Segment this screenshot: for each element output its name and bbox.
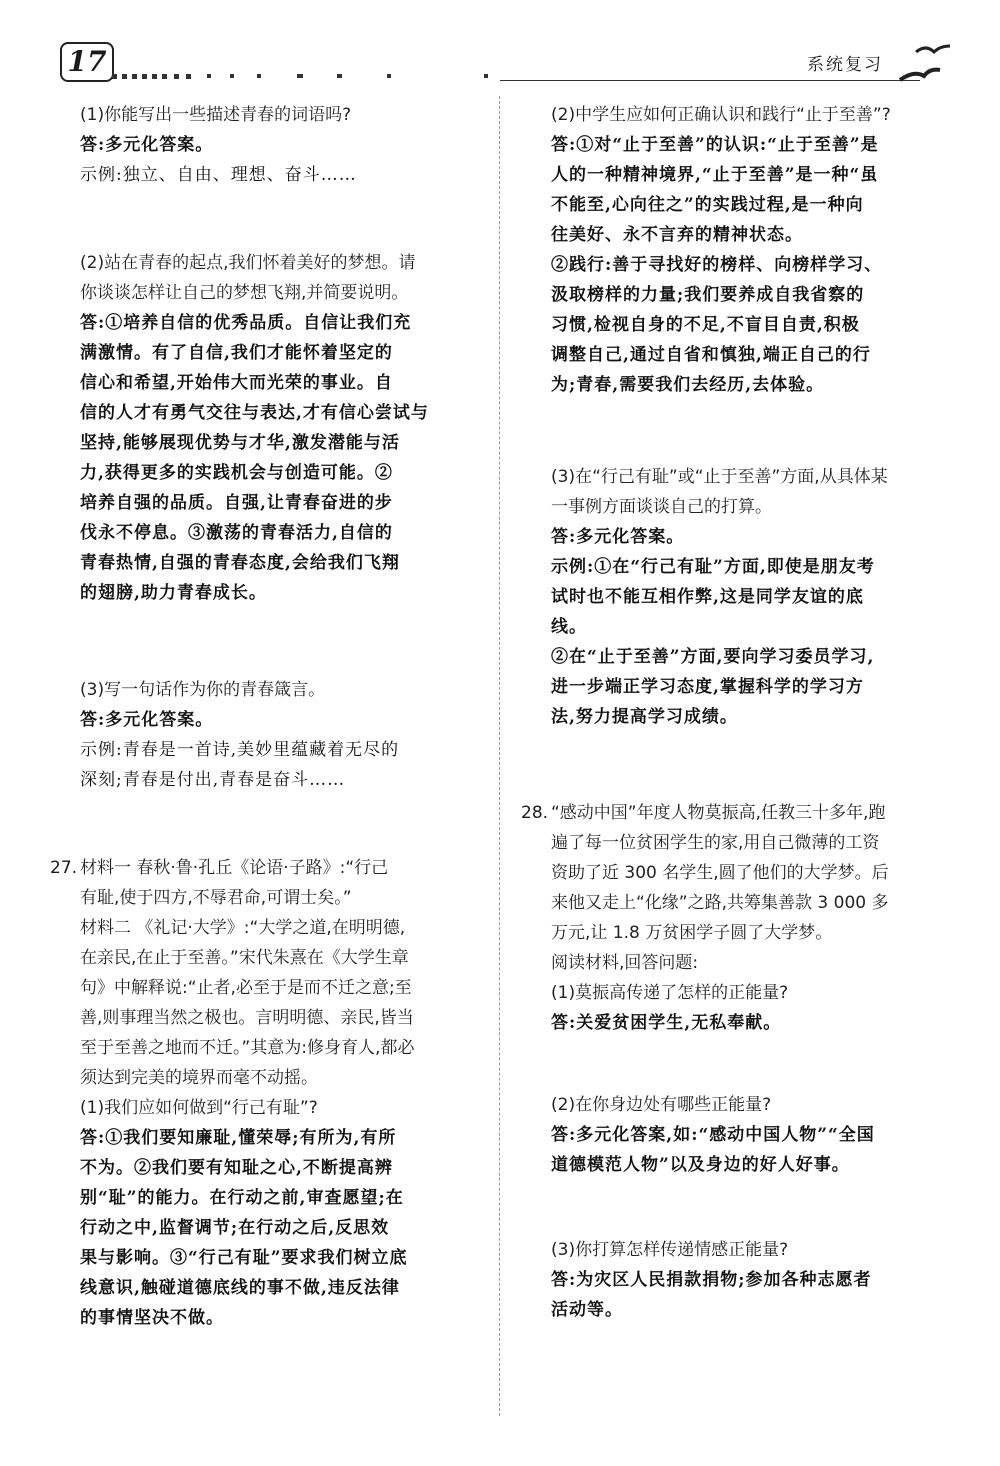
answer-line: 答:多元化答案,如:“感动中国人物”“全国 — [551, 1125, 875, 1145]
answer-line: ②践行:善于寻找好的榜样、向榜样学习、 — [551, 255, 883, 275]
question-q2 — [80, 248, 415, 308]
answer-line: 别“耻”的能力。在行动之前,审查愿望;在 — [80, 1188, 404, 1208]
answer-line: 培养自强的品质。自强,让青春奋进的步 — [80, 493, 393, 513]
answer-line: 汲取榜样的力量;我们要养成自我省察的 — [551, 285, 865, 305]
answer-q1: 答:多元化答案。 — [80, 135, 214, 155]
header-rule — [500, 80, 920, 81]
example-q3 — [80, 735, 399, 795]
answer-q3: 答:多元化答案。 — [80, 710, 214, 730]
answer-q27-2 — [551, 130, 882, 400]
material-line: 材料一 春秋·鲁·孔丘《论语·子路》:“行己 — [80, 858, 389, 878]
answer-line: 答:①对“止于至善”的认识:“止于至善”是 — [551, 135, 879, 155]
material-line: 善,则事理当然之极也。言明明德、亲民,皆当 — [80, 1008, 414, 1028]
answer-line: 信心和希望,开始伟大而光荣的事业。自 — [80, 373, 393, 393]
example-q27-3 — [551, 552, 875, 732]
answer-line: 答:为灾区人民捐款捐物;参加各种志愿者 — [551, 1270, 872, 1290]
answer-line: 果与影响。③“行己有耻”要求我们树立底 — [80, 1248, 408, 1268]
answer-line: 人的一种精神境界,“止于至善”是一种“虽 — [551, 165, 879, 185]
material-line: 至于至善之地而不迁。”其意为:修身育人,都必 — [80, 1038, 415, 1058]
birds-icon — [896, 40, 956, 84]
question-q27-2: (2)中学生应如何正确认识和践行“止于至善”? — [551, 105, 891, 125]
answer-line: 线意识,触碰道德底线的事不做,违反法律 — [80, 1278, 400, 1298]
material-line: 句》中解释说:“止者,必至于是而不迁之意;至 — [80, 978, 412, 998]
answer-line: 调整自己,通过自省和慎独,端正自己的行 — [551, 345, 871, 365]
page-number: 17 — [60, 42, 114, 82]
answer-line: 行动之中,监督调节;在行动之后,反思效 — [80, 1218, 390, 1238]
answer-line: 活动等。 — [551, 1300, 623, 1320]
question-number-28: 28. — [521, 803, 549, 823]
answer-q28-1: 答:关爱贫困学生,无私奉献。 — [551, 1013, 782, 1033]
answer-line: 往美好、永不言弃的精神状态。 — [551, 225, 803, 245]
answer-q28-3 — [551, 1265, 872, 1325]
answer-line: 为;青春,需要我们去经历,去体验。 — [551, 375, 825, 395]
answer-line: 的翅膀,助力青春成长。 — [80, 583, 267, 603]
question-q28-2: (2)在你身边处有哪些正能量? — [551, 1095, 772, 1115]
answer-line: 信的人才有勇气交往与表达,才有信心尝试与 — [80, 403, 429, 423]
question-q1: (1)你能写出一些描述青春的词语吗? — [80, 105, 352, 125]
material-q27 — [80, 853, 414, 1093]
answer-line: 力,获得更多的实践机会与创造可能。② — [80, 463, 393, 483]
question-line: (3)在“行己有耻”或“止于至善”方面,从具体某 — [551, 467, 888, 487]
answer-line: 道德模范人物”以及身边的好人好事。 — [551, 1155, 850, 1175]
column-divider — [499, 96, 500, 1416]
answer-line: 答:①我们要知廉耻,懂荣辱;有所为,有所 — [80, 1128, 397, 1148]
material-line: 遍了每一位贫困学生的家,用自己微薄的工资 — [551, 833, 880, 853]
answer-q27-3: 答:多元化答案。 — [551, 527, 685, 547]
example-line: 线。 — [551, 617, 587, 637]
example-line: 示例:①在“行己有耻”方面,即使是朋友考 — [551, 557, 875, 577]
section-title: 系统复习 — [807, 55, 883, 75]
answer-line: 不能至,心向往之”的实践过程,是一种向 — [551, 195, 864, 215]
example-line: 试时也不能互相作弊,这是同学友谊的底 — [551, 587, 864, 607]
answer-line: 的事情坚决不做。 — [80, 1308, 224, 1328]
question-line: 你谈谈怎样让自己的梦想飞翔,并简要说明。 — [80, 283, 409, 303]
decorative-dots — [112, 72, 532, 82]
question-q28-3: (3)你打算怎样传递情感正能量? — [551, 1240, 789, 1260]
question-q27-3 — [551, 462, 888, 522]
answer-line: 答:①培养自信的优秀品质。自信让我们充 — [80, 313, 412, 333]
answer-line: 不为。②我们要有知耻之心,不断提高辨 — [80, 1158, 393, 1178]
answer-line: 青春热情,自强的青春态度,会给我们飞翔 — [80, 553, 400, 573]
material-line: 有耻,使于四方,不辱君命,可谓士矣。” — [80, 888, 352, 908]
material-line: 来他又走上“化缘”之路,共筹集善款 3 000 多 — [551, 893, 889, 913]
answer-line: 伐永不停息。③激荡的青春活力,自信的 — [80, 523, 393, 543]
answer-line: 习惯,检视自身的不足,不盲目自责,积极 — [551, 315, 860, 335]
example-line: 进一步端正学习态度,掌握科学的学习方 — [551, 677, 864, 697]
material-line: 须达到完美的境界而毫不动摇。 — [80, 1068, 318, 1088]
question-q27-1: (1)我们应如何做到“行己有耻”? — [80, 1098, 318, 1118]
example-q1: 示例:独立、自由、理想、奋斗…… — [80, 165, 357, 185]
example-line: 法,努力提高学习成绩。 — [551, 707, 738, 727]
page-header — [0, 0, 1000, 100]
answer-q2 — [80, 308, 429, 608]
question-number-27: 27. — [50, 858, 78, 878]
question-q28-1: (1)莫振高传递了怎样的正能量? — [551, 983, 789, 1003]
example-line: ②在“止于至善”方面,要向学习委员学习, — [551, 647, 875, 667]
material-line: 材料二 《礼记·大学》:“大学之道,在明明德, — [80, 918, 406, 938]
answer-line: 坚持,能够展现优势与才华,激发潜能与活 — [80, 433, 400, 453]
answer-q27-1 — [80, 1123, 408, 1333]
material-line: 万元,让 1.8 万贫困学子圆了大学梦。 — [551, 923, 833, 943]
material-line: 阅读材料,回答问题: — [551, 953, 699, 973]
question-line: (2)站在青春的起点,我们怀着美好的梦想。请 — [80, 253, 416, 273]
answer-q28-2 — [551, 1120, 875, 1180]
material-q28 — [551, 798, 889, 978]
material-line: 在亲民,在止于至善。”宋代朱熹在《大学生章 — [80, 948, 409, 968]
example-line: 深刻;青春是付出,青春是奋斗…… — [80, 770, 346, 790]
answer-line: 满激情。有了自信,我们才能怀着坚定的 — [80, 343, 393, 363]
question-q3: (3)写一句话作为你的青春箴言。 — [80, 680, 326, 700]
material-line: “感动中国”年度人物莫振高,任教三十多年,跑 — [551, 803, 886, 823]
example-line: 示例:青春是一首诗,美妙里蕴藏着无尽的 — [80, 740, 400, 760]
question-line: 一事例方面谈谈自己的打算。 — [551, 497, 772, 517]
material-line: 资助了近 300 名学生,圆了他们的大学梦。后 — [551, 863, 889, 883]
